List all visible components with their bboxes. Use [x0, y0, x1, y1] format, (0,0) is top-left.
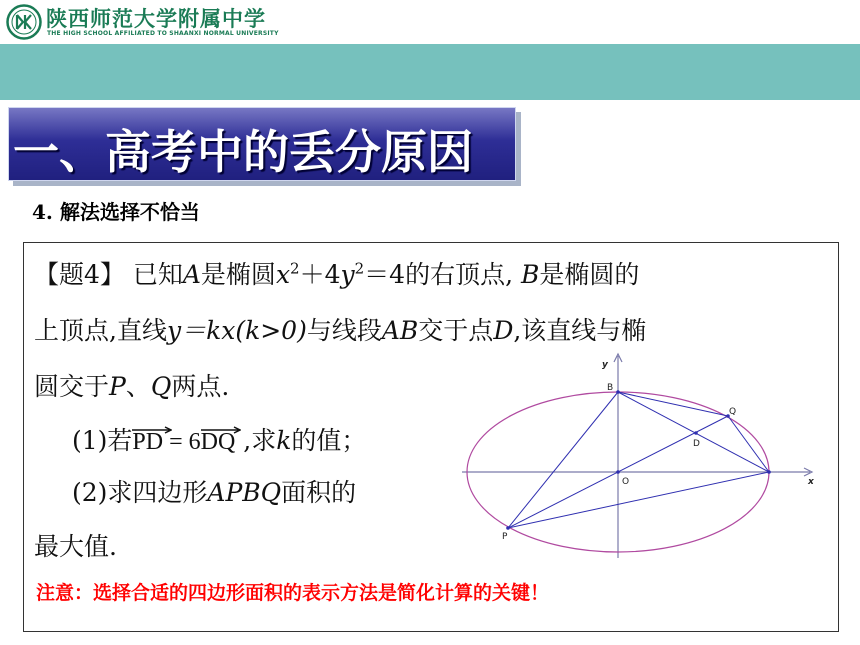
vector-pd: PD	[132, 429, 163, 456]
vector-arrow-icon	[132, 426, 172, 434]
label-B: B	[607, 383, 614, 393]
school-name-en: THE HIGH SCHOOL AFFILIATED TO SHAANXI NORMAL UNIVERSITY	[47, 30, 279, 37]
vector-dq: DQ	[201, 429, 236, 456]
vector-arrow-icon	[201, 426, 241, 434]
note-text: 注意：选择合适的四边形面积的表示方法是简化计算的关键！	[36, 582, 550, 604]
line-AP	[508, 472, 769, 528]
slide-title: 一、高考中的丢分原因	[13, 125, 473, 179]
problem-line-1: 【题4】 已知A是椭圆$x^2+4y^2=4$的右顶点, B是椭圆的	[34, 259, 640, 289]
problem-part-1: (1)若 PD = 6 DQ ,求k的值；	[72, 426, 367, 455]
problem-part-2-cont: 最大值.	[34, 532, 117, 561]
ellipse-figure	[442, 350, 822, 565]
problem-line-3: 圆交于P、Q两点.	[34, 372, 230, 401]
header-bar	[0, 0, 860, 44]
problem-label: 【题4】	[34, 260, 125, 289]
problem-line-2: 上顶点,直线y＝kx(k>0)与线段AB交于点D,该直线与椭	[34, 316, 647, 345]
label-x: x	[808, 477, 814, 487]
section-subheading: 4. 解法选择不恰当	[32, 200, 200, 224]
label-D: D	[693, 439, 700, 449]
line-QA	[728, 416, 769, 472]
label-Q: Q	[729, 407, 737, 417]
slide-title-box	[8, 107, 516, 181]
label-P: P	[502, 532, 508, 542]
label-O: O	[622, 477, 630, 487]
line-BQ	[618, 392, 728, 416]
school-logo-icon	[6, 4, 42, 40]
school-name-cn: 陕西师范大学附属中学	[46, 6, 266, 31]
header-band	[0, 44, 860, 100]
label-y: y	[602, 360, 608, 370]
problem-part-2: (2)求四边形APBQ面积的	[72, 478, 357, 507]
